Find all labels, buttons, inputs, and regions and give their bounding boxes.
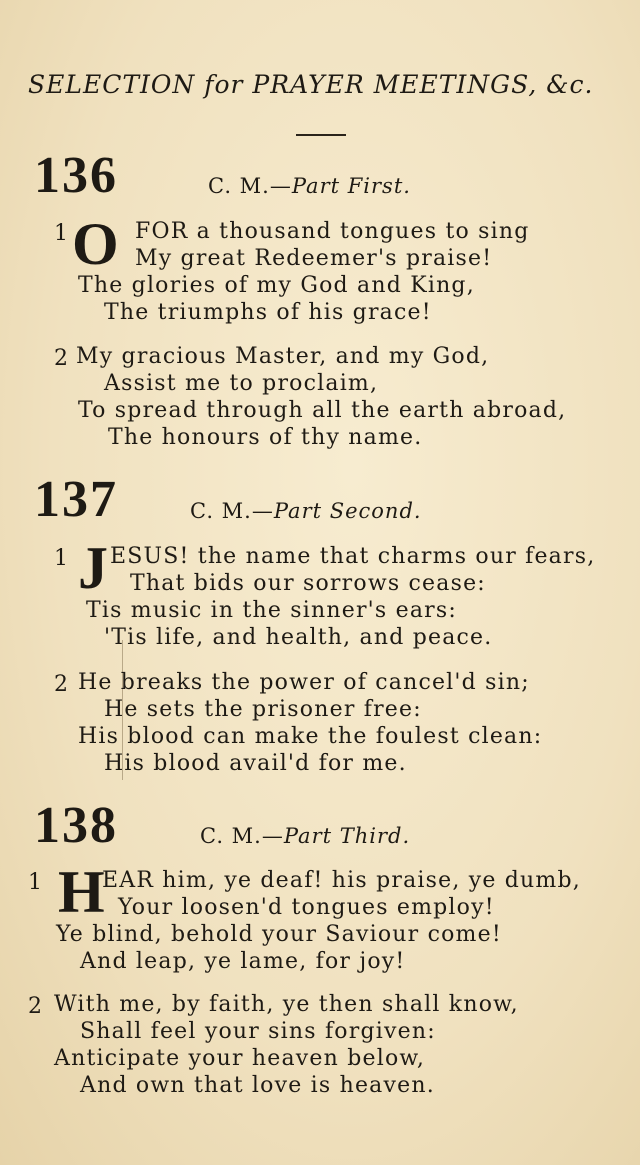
verse-line: And leap, ye lame, for joy! xyxy=(80,949,406,974)
verse-number: 2 xyxy=(54,346,68,371)
verse-line: 'Tis life, and health, and peace. xyxy=(104,625,493,650)
meter-label: C. M.— xyxy=(208,174,292,198)
verse-line: To spread through all the earth abroad, xyxy=(78,398,567,423)
verse-line: My gracious Master, and my God, xyxy=(76,344,490,369)
verse-line: Tis music in the sinner's ears: xyxy=(86,598,457,623)
verse-line: That bids our sorrows cease: xyxy=(130,571,486,596)
drop-cap: O xyxy=(72,211,119,277)
verse-line: With me, by faith, ye then shall know, xyxy=(54,992,519,1017)
verse-line: He sets the prisoner free: xyxy=(104,697,422,722)
hymn-meter xyxy=(208,174,411,198)
verse-line: His blood can make the foulest clean: xyxy=(78,724,543,749)
hymn-number: 138 xyxy=(34,797,118,854)
verse-line: Your loosen'd tongues employ! xyxy=(118,895,495,920)
part-label: Part First. xyxy=(291,174,411,198)
verse-line: Ye blind, behold your Saviour come! xyxy=(56,922,502,947)
verse-line: And own that love is heaven. xyxy=(80,1073,435,1098)
verse-number: 1 xyxy=(28,870,42,895)
verse-line: The glories of my God and King, xyxy=(78,273,475,298)
hymn-number: 136 xyxy=(34,147,118,204)
hymn-meter xyxy=(200,824,410,848)
verse-number: 1 xyxy=(54,221,68,246)
hymn-meter xyxy=(190,499,422,523)
drop-cap: H xyxy=(58,859,105,925)
header-rule xyxy=(296,134,346,136)
meter-label: C. M.— xyxy=(190,499,274,523)
part-label: Part Second. xyxy=(273,499,422,523)
verse-line: EAR him, ye deaf! his praise, ye dumb, xyxy=(102,868,581,893)
verse-number: 1 xyxy=(54,546,68,571)
verse-line: ESUS! the name that charms our fears, xyxy=(110,544,596,569)
hymn-number: 137 xyxy=(34,471,118,528)
drop-cap: J xyxy=(78,535,108,601)
verse-number: 2 xyxy=(54,672,68,697)
verse-line: Anticipate your heaven below, xyxy=(54,1046,426,1071)
verse-line: He breaks the power of cancel'd sin; xyxy=(78,670,530,695)
verse-line: Assist me to proclaim, xyxy=(104,371,379,396)
verse-line: FOR a thousand tongues to sing xyxy=(135,219,530,244)
verse-line: His blood avail'd for me. xyxy=(104,751,407,776)
verse-line: Shall feel your sins forgiven: xyxy=(80,1019,436,1044)
verse-line: The triumphs of his grace! xyxy=(104,300,432,325)
verse-line: My great Redeemer's praise! xyxy=(135,246,493,271)
verse-number: 2 xyxy=(28,994,42,1019)
page-header: SELECTION for PRAYER MEETINGS, &c. xyxy=(28,70,594,99)
verse-line: The honours of thy name. xyxy=(108,425,423,450)
meter-label: C. M.— xyxy=(200,824,284,848)
part-label: Part Third. xyxy=(283,824,411,848)
